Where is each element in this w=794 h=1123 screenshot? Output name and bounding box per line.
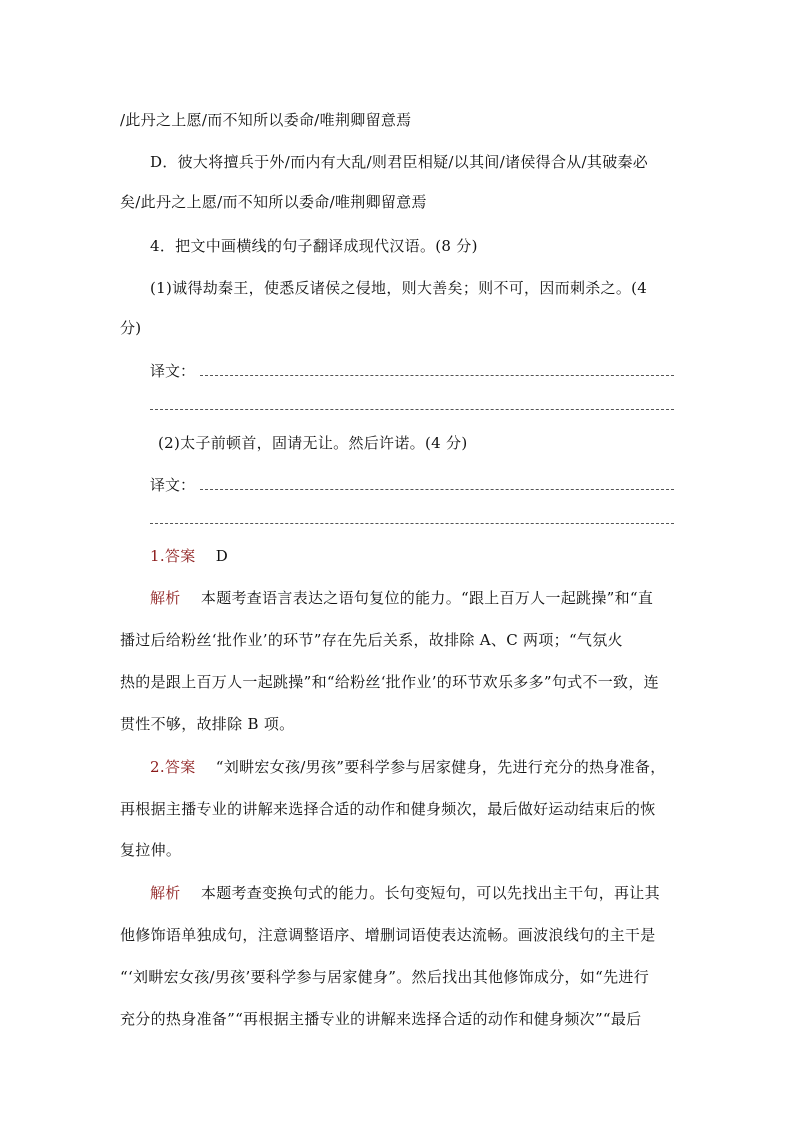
- answer-2-line1: [150, 757, 676, 777]
- answer-2-label: 2.答案: [150, 758, 196, 776]
- analysis-2-text: 本题考查变换句式的能力。长句变短句，可以先找出主干句，再让其: [200, 884, 660, 902]
- analysis-2-line2: 他修饰语单独成句，注意调整语序、增删词语使表达流畅。画波浪线句的主干是: [120, 926, 656, 944]
- analysis-1-label: 解析: [150, 589, 181, 607]
- answer-1-label: 1.答案: [150, 547, 196, 565]
- analysis-1-line4: 贯性不够，故排除 B 项。: [120, 715, 295, 733]
- answer-line-1b[interactable]: [150, 409, 674, 410]
- answer-line-2b[interactable]: [150, 523, 674, 524]
- analysis-1-line2: 播过后给粉丝‘批作业’的环节”存在先后关系，故排除 A、C 两项；“气氛火: [120, 631, 623, 649]
- answer-line-2a[interactable]: [200, 489, 674, 490]
- q3-option-d-line1: D．彼大将擅兵于外/而内有大乱/则君臣相疑/以其间/诸侯得合从/其破秦必: [150, 153, 649, 171]
- q4-sub1-line1: (1)诚得劫秦王，使悉反诸侯之侵地，则大善矣；则不可，因而刺杀之。(4: [150, 279, 648, 297]
- analysis-1-line1: [150, 588, 676, 608]
- answer-1-value: D: [215, 547, 229, 565]
- q3-option-c-tail: /此丹之上愿/而不知所以委命/唯荆卿留意焉: [120, 111, 412, 129]
- analysis-2-line4: 充分的热身准备”“再根据主播专业的讲解来选择合适的动作和健身频次”“最后: [120, 1010, 642, 1028]
- analysis-2-label: 解析: [150, 884, 181, 902]
- analysis-1-text: 本题考查语言表达之语句复位的能力。“跟上百万人一起跳操”和“直: [200, 589, 654, 607]
- answer-line-1a[interactable]: [200, 375, 674, 376]
- q3-option-d-line2: 矣/此丹之上愿/而不知所以委命/唯荆卿留意焉: [120, 193, 427, 211]
- answer-2-text: “刘畊宏女孩/男孩”要科学参与居家健身，先进行充分的热身准备，: [215, 758, 666, 776]
- analysis-1-line3: 热的是跟上百万人一起跳操”和“给粉丝‘批作业’的环节欢乐多多”句式不一致，连: [120, 673, 659, 691]
- translation-label-2: 译文：: [150, 476, 196, 494]
- answer-1: [150, 546, 676, 566]
- q4-sub2: (2)太子前顿首，固请无让。然后许诺。(4 分): [158, 434, 468, 452]
- analysis-2-line3: “‘刘畊宏女孩/男孩’要科学参与居家健身”。然后找出其他修饰成分，如“先进行: [120, 968, 649, 986]
- q4-title: 4．把文中画横线的句子翻译成现代汉语。(8 分): [150, 237, 478, 255]
- answer-2-line3: 复拉伸。: [120, 841, 182, 859]
- q4-sub1-line2: 分): [120, 319, 142, 337]
- analysis-2-line1: [150, 883, 676, 903]
- translation-label-1: 译文：: [150, 362, 196, 380]
- answer-2-line2: 再根据主播专业的讲解来选择合适的动作和健身频次，最后做好运动结束后的恢: [120, 800, 656, 818]
